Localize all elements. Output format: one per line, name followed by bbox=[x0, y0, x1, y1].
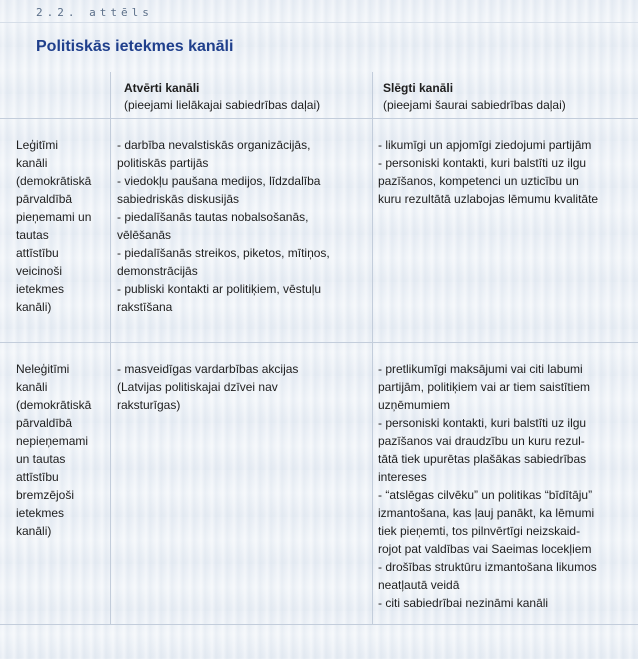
table-divider-row bbox=[0, 342, 638, 343]
closed-channel-line: rojot pat valdības vai Saeimas locekļiem bbox=[378, 542, 592, 556]
closed-channel-line: - likumīgi un apjomīgi ziedojumi partijām bbox=[378, 138, 592, 152]
row-label-line: pieņemami un bbox=[16, 210, 92, 224]
closed-channel-line: pazīšanos, kompetenci un uzticību un bbox=[378, 174, 579, 188]
row-label-line: (demokrātiskā bbox=[16, 398, 92, 412]
open-channel-line: - darbība nevalstiskās organizācijās, bbox=[117, 138, 311, 152]
closed-channel-line: pazīšanos vai draudzību un kuru rezul- bbox=[378, 434, 585, 448]
open-channel-line: - masveidīgas vardarbības akcijas bbox=[117, 362, 299, 376]
table-divider-col2 bbox=[372, 72, 373, 625]
row-legitimate-open-channels bbox=[117, 136, 330, 316]
row-legitimate-closed-channels bbox=[378, 136, 598, 208]
header-open-sub: (pieejami lielākajai sabiedrības daļai) bbox=[124, 98, 321, 112]
open-channel-line: - piedalīšanās tautas nobalsošanās, bbox=[117, 210, 309, 224]
open-channel-line: - publiski kontakti ar politiķiem, vēstuļu bbox=[117, 282, 322, 296]
row-label-line: nepieņemami bbox=[16, 434, 89, 448]
open-channel-line: - piedalīšanās streikos, piketos, mītiņos, bbox=[117, 246, 330, 260]
open-channel-line: rakstīšana bbox=[117, 300, 173, 314]
closed-channel-line: - personiski kontakti, kuri balstīti uz ilgu bbox=[378, 416, 587, 430]
row-label-line: kanāli) bbox=[16, 524, 52, 538]
row-label-line: kanāli bbox=[16, 380, 48, 394]
row-label-line: tautas bbox=[16, 228, 49, 242]
row-label-legitimate bbox=[16, 136, 91, 316]
row-label-line: un tautas bbox=[16, 452, 66, 466]
header-closed-sub: (pieejami šaurai sabiedrības daļai) bbox=[383, 98, 566, 112]
open-channel-line: (Latvijas politiskajai dzīvei nav bbox=[117, 380, 278, 394]
row-label-illegitimate bbox=[16, 360, 91, 540]
figure-label: 2.2. attēls bbox=[36, 6, 153, 19]
row-label-line: attīstību bbox=[16, 246, 59, 260]
row-illegitimate-open-channels bbox=[117, 360, 298, 414]
table-bottom-rule bbox=[0, 624, 638, 625]
open-channel-line: - viedokļu paušana medijos, līdzdalība bbox=[117, 174, 321, 188]
table-divider-header bbox=[0, 118, 638, 119]
row-label-line: kanāli bbox=[16, 156, 48, 170]
row-label-line: ietekmes bbox=[16, 506, 65, 520]
row-illegitimate-closed-channels bbox=[378, 360, 597, 612]
closed-channel-line: - “atslēgas cilvēku” un politikas “bīdītāju” bbox=[378, 488, 593, 502]
header-open-channels bbox=[124, 80, 320, 114]
closed-channel-line: partijām, politiķiem vai ar tiem saistītiem bbox=[378, 380, 591, 394]
closed-channel-line: - pretlikumīgi maksājumi vai citi labumi bbox=[378, 362, 583, 376]
row-label-line: bremzējoši bbox=[16, 488, 75, 502]
row-label-line: kanāli) bbox=[16, 300, 52, 314]
closed-channel-line: tātā tiek upurētas plašākas sabiedrības bbox=[378, 452, 587, 466]
row-label-line: Neleģitīmi bbox=[16, 362, 70, 376]
figure-title: Politiskās ietekmes kanāli bbox=[36, 38, 234, 55]
closed-channel-line: neatļautā veidā bbox=[378, 578, 460, 592]
open-channel-line: vēlēšanās bbox=[117, 228, 172, 242]
header-closed-channels bbox=[383, 80, 566, 114]
row-label-line: veicinoši bbox=[16, 264, 63, 278]
row-label-line: pārvaldībā bbox=[16, 416, 73, 430]
closed-channel-line: tiek pieņemti, tos pilnvērtīgi neizskaid- bbox=[378, 524, 581, 538]
header-closed-name: Slēgti kanāli bbox=[383, 81, 454, 95]
closed-channel-line: izmantošana, kas ļauj panākt, ka lēmumi bbox=[378, 506, 595, 520]
closed-channel-line: - citi sabiedrībai nezināmi kanāli bbox=[378, 596, 549, 610]
closed-channel-line: intereses bbox=[378, 470, 427, 484]
closed-channel-line: kuru rezultātā uzlabojas lēmumu kvalitāte bbox=[378, 192, 599, 206]
open-channel-line: sabiedriskās diskusijās bbox=[117, 192, 240, 206]
open-channel-line: demonstrācijās bbox=[117, 264, 198, 278]
closed-channel-line: - personiski kontakti, kuri balstīti uz ilgu bbox=[378, 156, 587, 170]
header-open-name: Atvērti kanāli bbox=[124, 81, 200, 95]
top-rule bbox=[0, 22, 638, 23]
closed-channel-line: uzņēmumiem bbox=[378, 398, 451, 412]
row-label-line: pārvaldībā bbox=[16, 192, 73, 206]
row-label-line: attīstību bbox=[16, 470, 59, 484]
table-divider-col1 bbox=[110, 72, 111, 625]
row-label-line: Leģitīmi bbox=[16, 138, 59, 152]
row-label-line: ietekmes bbox=[16, 282, 65, 296]
closed-channel-line: - drošības struktūru izmantošana likumos bbox=[378, 560, 597, 574]
open-channel-line: raksturīgas) bbox=[117, 398, 181, 412]
row-label-line: (demokrātiskā bbox=[16, 174, 92, 188]
open-channel-line: politiskās partijās bbox=[117, 156, 209, 170]
